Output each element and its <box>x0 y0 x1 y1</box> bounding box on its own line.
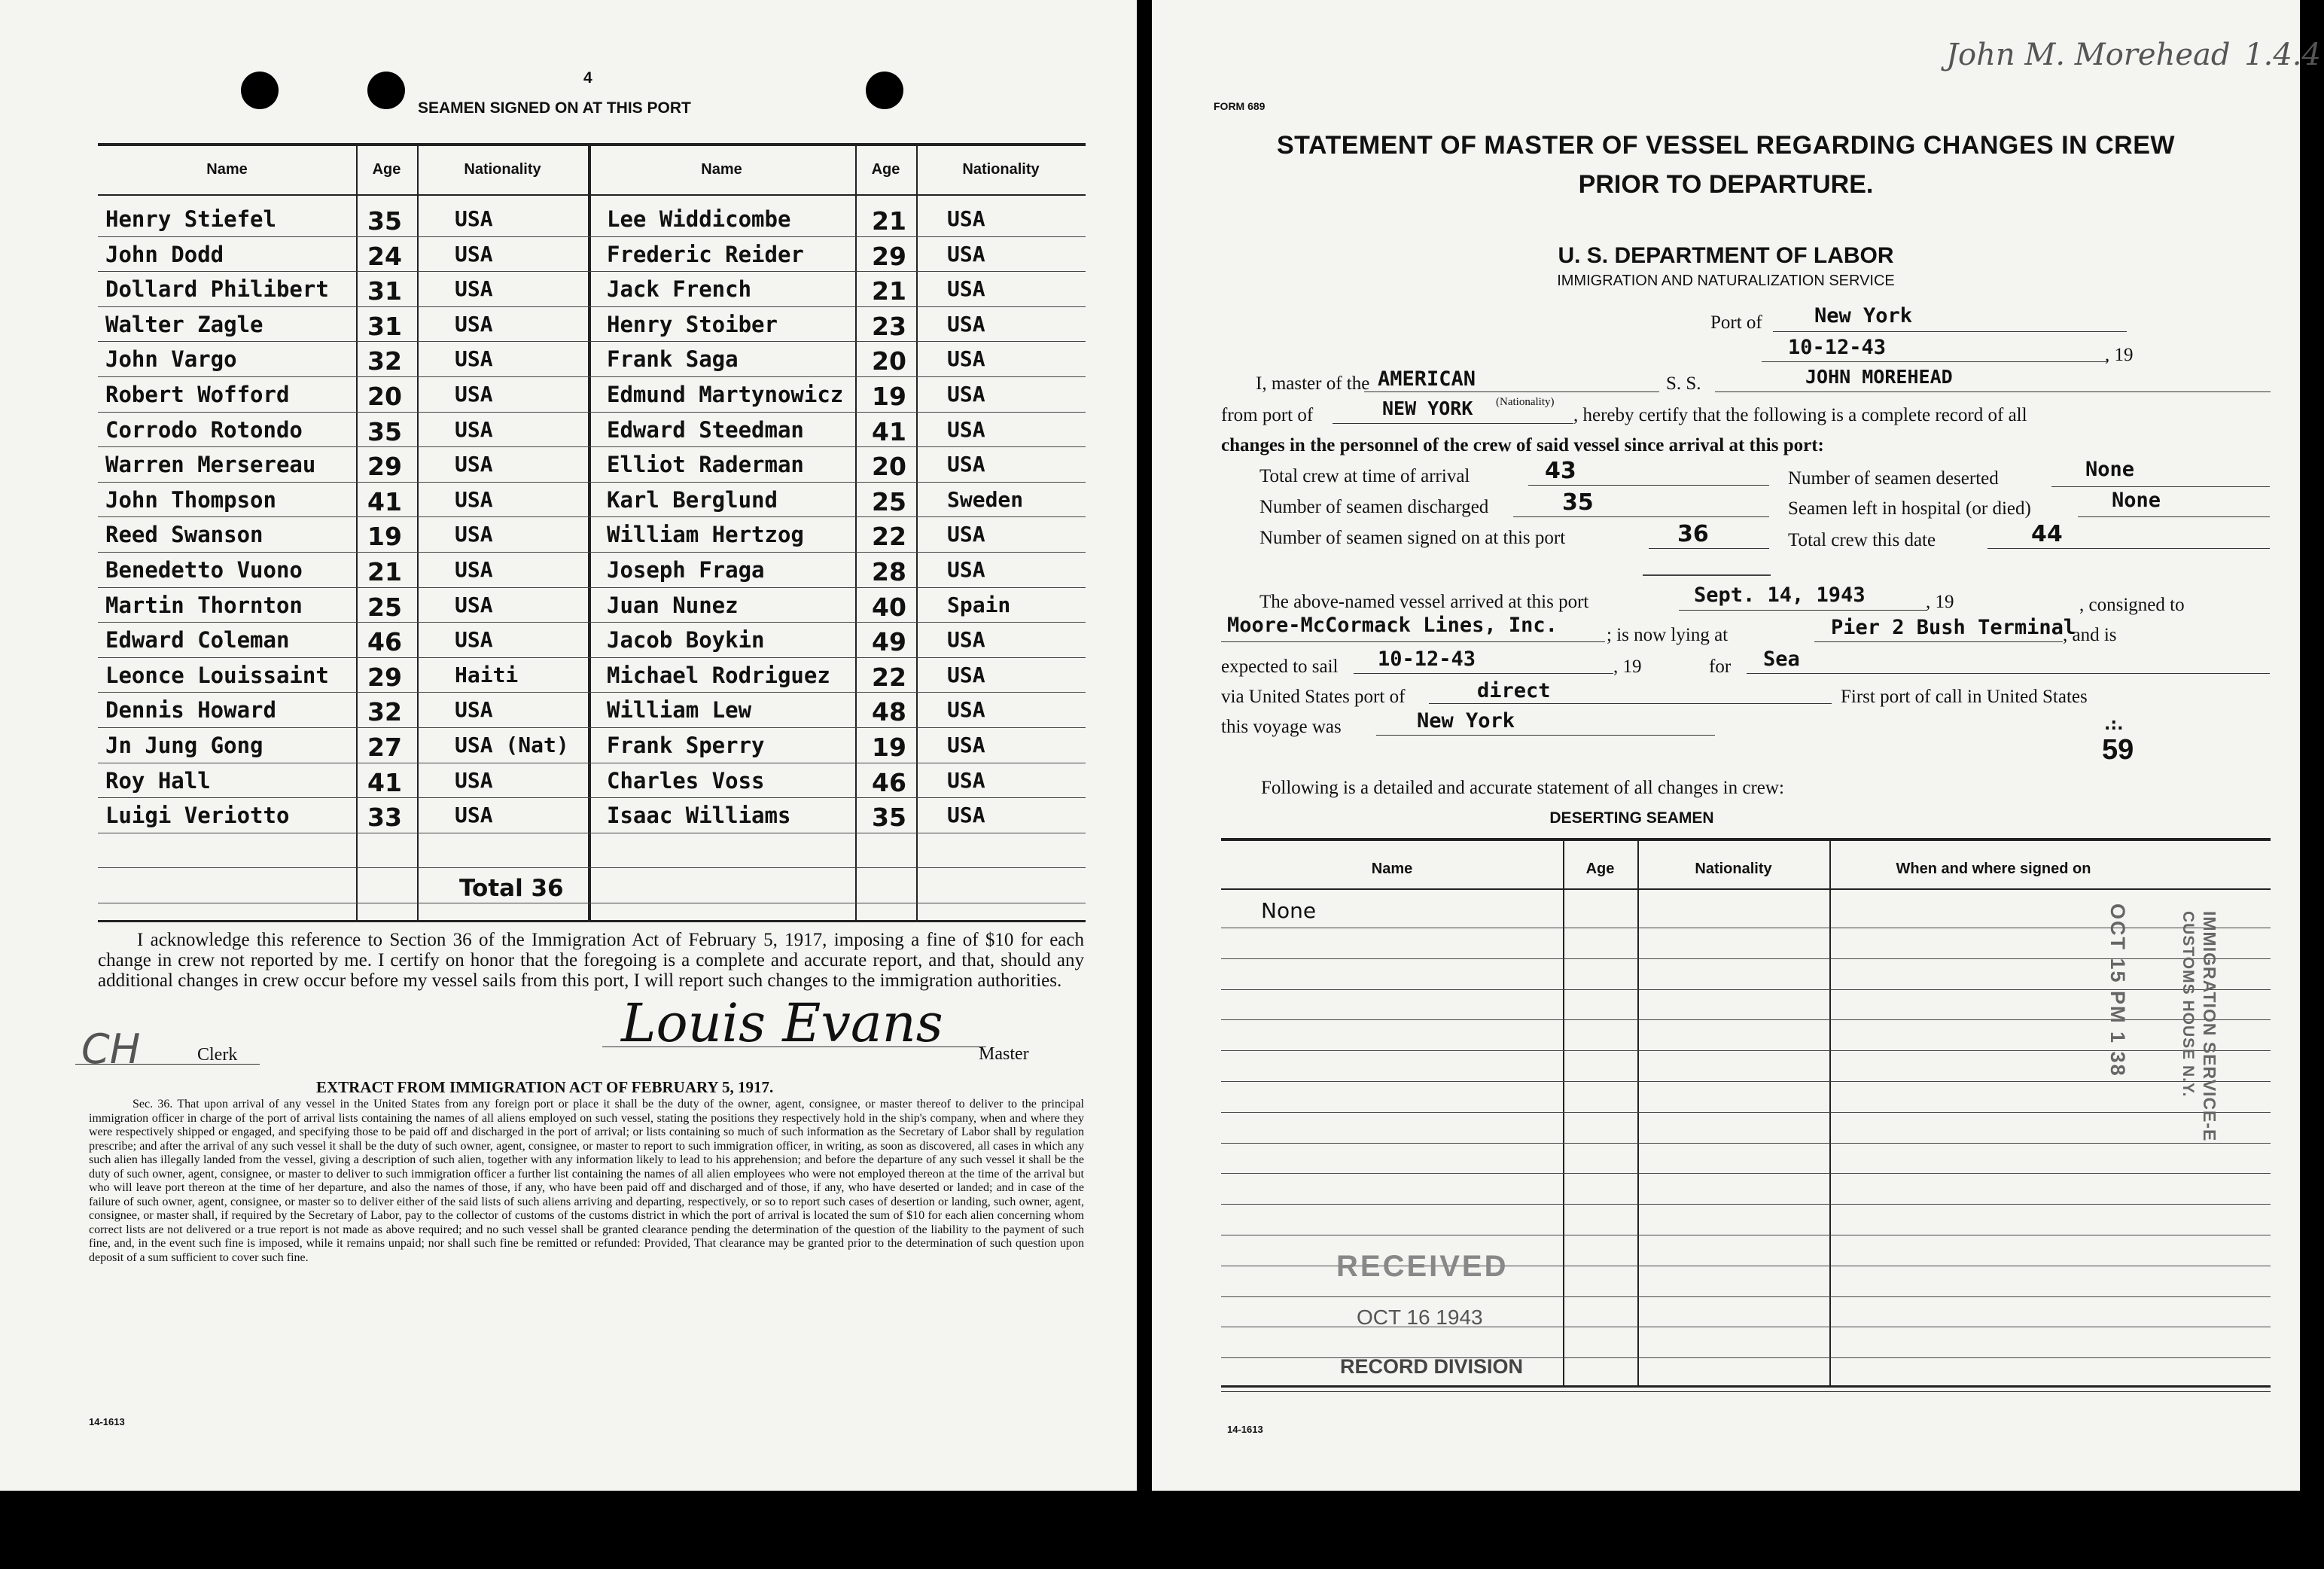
seaman-age: 24 <box>367 241 402 271</box>
seaman-age: 48 <box>872 697 906 727</box>
seaman-nationality: USA <box>455 486 493 512</box>
seaman-nationality: USA <box>455 627 493 653</box>
col-header-nationality: Nationality <box>464 161 541 178</box>
discharged-value: 35 <box>1562 489 1594 516</box>
seaman-name: Charles Voss <box>607 767 765 794</box>
seaman-name: Dollard Philibert <box>105 276 329 303</box>
seaman-age: 19 <box>872 733 906 762</box>
seaman-name: Karl Berglund <box>607 486 778 513</box>
seaman-nationality: USA <box>455 452 493 477</box>
seaman-nationality: USA <box>947 382 985 407</box>
seaman-nationality: USA <box>947 767 985 793</box>
col-header-age: Age <box>871 161 900 178</box>
desert-row-name: None <box>1261 898 1317 923</box>
row-rule <box>98 657 1086 658</box>
ss-label: S. S. <box>1666 373 1701 394</box>
seaman-age: 27 <box>367 733 402 762</box>
seaman-nationality: USA <box>947 522 985 547</box>
row-rule <box>98 622 1086 623</box>
seaman-name: John Dodd <box>105 241 224 267</box>
seaman-name: Robert Wofford <box>105 382 290 407</box>
row-rule <box>98 446 1086 447</box>
desert-table-header-rule <box>1221 888 2271 890</box>
nationality-note: (Nationality) <box>1496 396 1555 408</box>
seaman-nationality: USA <box>455 767 493 793</box>
seaman-age: 40 <box>872 592 906 622</box>
seaman-nationality: USA <box>455 416 493 442</box>
row-rule <box>98 552 1086 553</box>
seaman-name: Henry Stiefel <box>105 206 276 232</box>
voyage-line <box>1376 735 1715 736</box>
acknowledgment-text: I acknowledge this reference to Section 36 of the Immigration Act of February 5, 1917, imposing a fine of $10 for each change in crew not reported by me. I certify on honor that the foregoing is a complete and accurate report, and that, should any additional changes in crew occur before my vessel sails from this port, I will report such changes to the immigration authorities. <box>98 930 1084 991</box>
form-title-line1: STATEMENT OF MASTER OF VESSEL REGARDING CHANGES IN CREW <box>1277 131 2175 160</box>
form-code: 14-1613 <box>1227 1424 1263 1435</box>
col-divider <box>417 145 419 920</box>
seaman-nationality: Haiti <box>455 662 519 687</box>
consigned-label: , consigned to <box>2079 595 2185 615</box>
voyage-label: this voyage was <box>1221 717 1342 737</box>
seaman-nationality: USA <box>947 276 985 302</box>
separator-rule <box>1643 574 1771 576</box>
row-rule <box>98 306 1086 307</box>
seaman-nationality: USA <box>455 697 493 723</box>
seaman-age: 41 <box>367 767 402 797</box>
deserted-value: None <box>2085 458 2135 481</box>
for-value: Sea <box>1763 647 1800 671</box>
first-port-label: First port of call in United States <box>1841 687 2088 707</box>
col-header-name: Name <box>206 161 248 178</box>
expected-year: , 19 <box>1613 657 1642 677</box>
seaman-age: 19 <box>367 522 402 552</box>
arrived-value: Sept. 14, 1943 <box>1694 583 1866 607</box>
seaman-age: 29 <box>367 452 402 482</box>
master-label: Master <box>979 1044 1029 1064</box>
desert-header-nationality: Nationality <box>1695 861 1772 877</box>
seaman-nationality: USA <box>455 382 493 407</box>
total-crew-date-line <box>1987 548 2270 549</box>
expected-value: 10-12-43 <box>1378 647 1476 671</box>
seaman-name: Michael Rodriguez <box>607 662 830 688</box>
total-signed-on: Total 36 <box>459 875 564 902</box>
row-rule <box>98 727 1086 728</box>
hospital-line <box>2078 516 2270 517</box>
seaman-name: Dennis Howard <box>105 697 276 724</box>
discharged-line <box>1513 516 1769 517</box>
seaman-age: 35 <box>367 416 402 446</box>
seaman-nationality: USA <box>947 733 985 757</box>
nationality-value: AMERICAN <box>1378 367 1476 391</box>
department-name: U. S. DEPARTMENT OF LABOR <box>1558 243 1894 268</box>
consignee-line <box>1221 641 1605 642</box>
extract-text: Sec. 36. That upon arrival of any vessel in the United States from any foreign port or place it shall be the duty of the owner, agent, consignee, or master thereof to deliver to the principal immigration officer in charge of the port of arrival lists containing the names of all aliens employed on such vessel, stating the positions they respectively hold in the ship's company, when and where they were respectively shipped or engaged, and specifying those to be paid off and discharged in the port of arrival; or lists containing so much of such information as the Secretary of Labor shall by regulation prescribe; and after the arrival of any such vessel it shall be the duty of such owner, agent, consignee, or master to report to such immigration officer, in writing, as soon as discovered, all cases in which any such alien has illegally landed from the vessel, giving a description of such alien, together with any information likely to lead to his apprehension; and before the departure of any such vessel it shall be the duty of such owner, agent, consignee, or master to deliver to such immigration officer a further list containing the names of all alien employees who were not employed thereon at the time of the arrival but who will leave port thereon at the time of her departure, and also the names of those, if any, who have been paid off and discharged and of those, if any, who have deserted or landed; and in case of the failure of such owner, agent, consignee, or master so to deliver either of the said lists of such aliens arriving and departing, respectively, or so to report such cases of desertion or landing, such owner, agent, consignee, or master shall, if required by the Secretary of Labor, pay to the collector of customs of the customs district in which the port of arrival is located the sum of $10 for each alien concerning whom correct lists are not delivered or a true report is not made as above required; and no such vessel shall be granted clearance pending the determination of the question of the liability to the payment of such fine, and, in the event such fine is imposed, while it remains unpaid; nor shall such fine be remitted or refunded: Provided, That clearance may be granted prior to the determination of such question upon deposit of a sum sufficient to cover such fine. <box>89 1098 1084 1264</box>
seaman-name: William Lew <box>607 697 752 724</box>
seaman-name: Joseph Fraga <box>607 557 765 583</box>
seaman-name: Edmund Martynowicz <box>607 382 844 407</box>
vertical-service-stamp: IMMIGRATION SERVICE-E <box>2200 911 2219 1142</box>
seaman-name: Reed Swanson <box>105 522 263 548</box>
desert-row-rule <box>1221 1296 2271 1297</box>
punch-hole <box>367 72 405 109</box>
row-rule <box>98 376 1086 377</box>
seaman-nationality: USA <box>947 416 985 442</box>
seaman-age: 19 <box>872 382 906 411</box>
seaman-name: William Hertzog <box>607 522 804 548</box>
date-value: 10-12-43 <box>1788 336 1887 359</box>
seaman-age: 35 <box>872 803 906 833</box>
seaman-name: Benedetto Vuono <box>105 557 303 583</box>
expected-line <box>1354 673 1613 674</box>
row-rule <box>98 236 1086 237</box>
seaman-age: 25 <box>872 486 906 516</box>
seaman-age: 21 <box>367 557 402 586</box>
seaman-nationality: USA <box>947 557 985 582</box>
master-of-label: I, master of the <box>1256 373 1370 394</box>
total-crew-arrival-label: Total crew at time of arrival <box>1259 466 1470 486</box>
left-page <box>0 0 1137 1491</box>
received-stamp: RECEIVED <box>1336 1250 1509 1283</box>
seaman-age: 20 <box>872 452 906 482</box>
seaman-age: 28 <box>872 557 906 586</box>
row-rule <box>98 587 1086 588</box>
seaman-name: John Vargo <box>105 346 237 373</box>
deserted-label: Number of seamen deserted <box>1788 468 1999 489</box>
seaman-name: Frederic Reider <box>607 241 804 267</box>
seaman-nationality: USA <box>947 697 985 723</box>
seaman-age: 20 <box>367 382 402 411</box>
punch-hole <box>241 72 279 109</box>
seaman-age: 21 <box>872 276 906 306</box>
table-header-rule <box>98 194 1086 196</box>
deserted-line <box>2051 486 2270 487</box>
col-header-age: Age <box>372 161 401 178</box>
desert-row-rule <box>1221 1173 2271 1174</box>
via-label: via United States port of <box>1221 687 1406 707</box>
punch-hole <box>866 72 903 109</box>
desert-header-age: Age <box>1585 861 1615 877</box>
table-top-rule <box>98 143 1086 146</box>
seaman-nationality: USA <box>455 241 493 267</box>
extract-title: EXTRACT FROM IMMIGRATION ACT OF FEBRUARY 5, 1917. <box>316 1078 774 1096</box>
via-value: direct <box>1477 679 1551 702</box>
seaman-age: 32 <box>367 346 402 376</box>
seaman-nationality: USA <box>455 311 493 337</box>
seaman-name: Warren Mersereau <box>105 452 316 478</box>
seaman-name: Roy Hall <box>105 767 211 794</box>
form-code: 14-1613 <box>89 1416 125 1427</box>
seaman-age: 35 <box>367 206 402 236</box>
lying-value: Pier 2 Bush Terminal <box>1831 616 2076 639</box>
seaman-name: Elliot Raderman <box>607 452 804 478</box>
table-title: SEAMEN SIGNED ON AT THIS PORT <box>418 99 691 117</box>
corner-note-2: 1.4.4 <box>2244 38 2321 72</box>
seaman-nationality: USA (Nat) <box>455 733 569 757</box>
hospital-value: None <box>2112 489 2161 512</box>
seaman-name: Henry Stoiber <box>607 311 778 337</box>
row-rule <box>98 482 1086 483</box>
arrived-line <box>1679 610 1927 611</box>
row-rule <box>98 867 1086 868</box>
row-rule <box>98 516 1086 517</box>
form-number: FORM 689 <box>1214 100 1266 112</box>
seaman-age: 25 <box>367 592 402 622</box>
signed-on-value: 36 <box>1677 521 1709 547</box>
master-signature: Louis Evans <box>621 992 943 1054</box>
from-port-value: NEW YORK <box>1382 398 1473 419</box>
seaman-age: 46 <box>872 767 906 797</box>
port-line <box>1773 331 2127 332</box>
seaman-nationality: USA <box>947 803 985 828</box>
received-date-stamp: OCT 16 1943 <box>1357 1305 1483 1329</box>
form-title-line2: PRIOR TO DEPARTURE. <box>1578 170 1874 199</box>
right-page <box>1152 0 2321 1491</box>
service-name: IMMIGRATION AND NATURALIZATION SERVICE <box>1557 273 1895 289</box>
desert-row-rule <box>1221 1204 2271 1205</box>
seaman-name: Edward Coleman <box>105 627 290 653</box>
desert-table-top <box>1221 838 2271 841</box>
col-divider <box>855 145 857 920</box>
date-line <box>1762 361 2108 362</box>
row-rule <box>98 341 1086 342</box>
clerk-label: Clerk <box>197 1045 238 1065</box>
col-header-nationality: Nationality <box>962 161 1040 178</box>
for-label: for <box>1709 657 1732 677</box>
row-rule <box>98 412 1086 413</box>
seaman-name: Walter Zagle <box>105 311 263 337</box>
consignee-value: Moore-McCormack Lines, Inc. <box>1227 614 1558 637</box>
seaman-nationality: USA <box>947 452 985 477</box>
page-number: 4 <box>583 69 592 87</box>
port-value: New York <box>1814 304 1913 328</box>
seaman-age: 21 <box>872 206 906 236</box>
seaman-nationality: USA <box>455 346 493 372</box>
seaman-nationality: USA <box>947 346 985 372</box>
seaman-age: 41 <box>367 486 402 516</box>
signed-on-label: Number of seamen signed on at this port <box>1259 528 1566 548</box>
seaman-age: 31 <box>367 311 402 341</box>
row-rule <box>98 797 1086 798</box>
seaman-name: Lee Widdicombe <box>607 206 791 232</box>
desert-header-name: Name <box>1371 861 1413 877</box>
vertical-date-stamp: OCT 15 PM 1 38 <box>2106 903 2129 1077</box>
seaman-age: 29 <box>367 662 402 692</box>
seaman-age: 22 <box>872 662 906 692</box>
stamp-number: 59 <box>2102 734 2134 766</box>
seaman-name: Jn Jung Gong <box>105 733 263 758</box>
vessel-line <box>1715 391 2271 392</box>
seaman-name: Frank Saga <box>607 346 739 373</box>
seaman-name: Edward Steedman <box>607 416 804 443</box>
lying-line <box>1814 641 2063 642</box>
signed-on-line <box>1649 548 1769 549</box>
seaman-nationality: USA <box>455 557 493 582</box>
total-crew-date-label: Total crew this date <box>1788 530 1936 550</box>
arrived-label: The above-named vessel arrived at this port <box>1259 592 1589 612</box>
total-crew-arrival-line <box>1528 485 1769 486</box>
total-crew-date-value: 44 <box>2031 521 2063 547</box>
total-crew-arrival-value: 43 <box>1545 458 1576 484</box>
seaman-nationality: Spain <box>947 592 1011 617</box>
seaman-name: Luigi Veriotto <box>105 803 290 829</box>
seaman-age: 32 <box>367 697 402 727</box>
seaman-age: 29 <box>872 241 906 271</box>
year-suffix: , 19 <box>2105 345 2134 365</box>
discharged-label: Number of seamen discharged <box>1259 497 1489 517</box>
seaman-age: 22 <box>872 522 906 552</box>
col-divider <box>916 145 918 920</box>
port-label: Port of <box>1710 312 1762 333</box>
seaman-nationality: USA <box>947 627 985 653</box>
seaman-name: Frank Sperry <box>607 733 765 758</box>
certify-text: , hereby certify that the following is a complete record of all <box>1573 405 2027 425</box>
and-is-label: , and is <box>2063 625 2117 645</box>
via-line <box>1429 703 1832 704</box>
seaman-nationality: USA <box>947 206 985 231</box>
seaman-name: Martin Thornton <box>105 592 303 618</box>
from-port-label: from port of <box>1221 405 1314 425</box>
row-rule <box>98 692 1086 693</box>
seaman-age: 20 <box>872 346 906 376</box>
for-line <box>1747 673 2270 674</box>
seaman-nationality: USA <box>455 276 493 302</box>
vessel-value: JOHN MOREHEAD <box>1805 366 1953 388</box>
seaman-nationality: USA <box>947 311 985 337</box>
seaman-age: 31 <box>367 276 402 306</box>
seaman-nationality: USA <box>455 206 493 231</box>
expected-label: expected to sail <box>1221 657 1339 677</box>
col-divider-center <box>588 145 591 920</box>
seaman-nationality: USA <box>455 522 493 547</box>
changes-text: changes in the personnel of the crew of said vessel since arrival at this port: <box>1221 435 1824 455</box>
seaman-age: 41 <box>872 416 906 446</box>
seaman-name: Juan Nunez <box>607 592 739 618</box>
seaman-nationality: USA <box>947 241 985 267</box>
deserting-title: DESERTING SEAMEN <box>1549 809 1714 827</box>
from-port-line <box>1333 423 1573 424</box>
col-divider <box>356 145 358 920</box>
vertical-customs-stamp: CUSTOMS HOUSE N.Y. <box>2179 911 2197 1098</box>
seaman-name: Jack French <box>607 276 752 303</box>
seaman-name: Corrodo Rotondo <box>105 416 303 443</box>
corner-note: John M. Morehead <box>1946 38 2231 72</box>
seaman-age: 49 <box>872 627 906 657</box>
clerk-initials: CH <box>81 1025 141 1073</box>
nationality-line <box>1364 391 1659 392</box>
ink-mark: .:. <box>2104 715 2124 734</box>
following-text: Following is a detailed and accurate statement of all changes in crew: <box>1261 778 1784 798</box>
seaman-nationality: Sweden <box>947 486 1024 512</box>
desert-header-signed-on: When and where signed on <box>1896 861 2091 877</box>
seaman-age: 33 <box>367 803 402 833</box>
hospital-label: Seamen left in hospital (or died) <box>1788 498 2031 519</box>
desert-table-bottom <box>1221 1385 2271 1388</box>
seaman-name: Jacob Boykin <box>607 627 765 653</box>
desert-table-bottom-double <box>1221 1391 2271 1392</box>
seaman-name: Isaac Williams <box>607 803 791 829</box>
col-header-name: Name <box>701 161 742 178</box>
seaman-age: 46 <box>367 627 402 657</box>
corner-handwriting <box>1946 38 2321 105</box>
desert-row-rule <box>1221 1143 2271 1144</box>
voyage-value: New York <box>1417 709 1515 733</box>
table-bottom-rule <box>98 920 1086 922</box>
seaman-nationality: USA <box>947 662 985 687</box>
seaman-name: John Thompson <box>105 486 276 513</box>
seaman-name: Leonce Louissaint <box>105 662 329 688</box>
record-division-stamp: RECORD DIVISION <box>1340 1355 1524 1378</box>
seaman-age: 23 <box>872 311 906 341</box>
row-rule <box>98 271 1086 272</box>
arrived-year: , 19 <box>1926 592 1954 612</box>
lying-label: ; is now lying at <box>1607 625 1729 645</box>
seaman-nationality: USA <box>455 592 493 617</box>
seaman-nationality: USA <box>455 803 493 828</box>
